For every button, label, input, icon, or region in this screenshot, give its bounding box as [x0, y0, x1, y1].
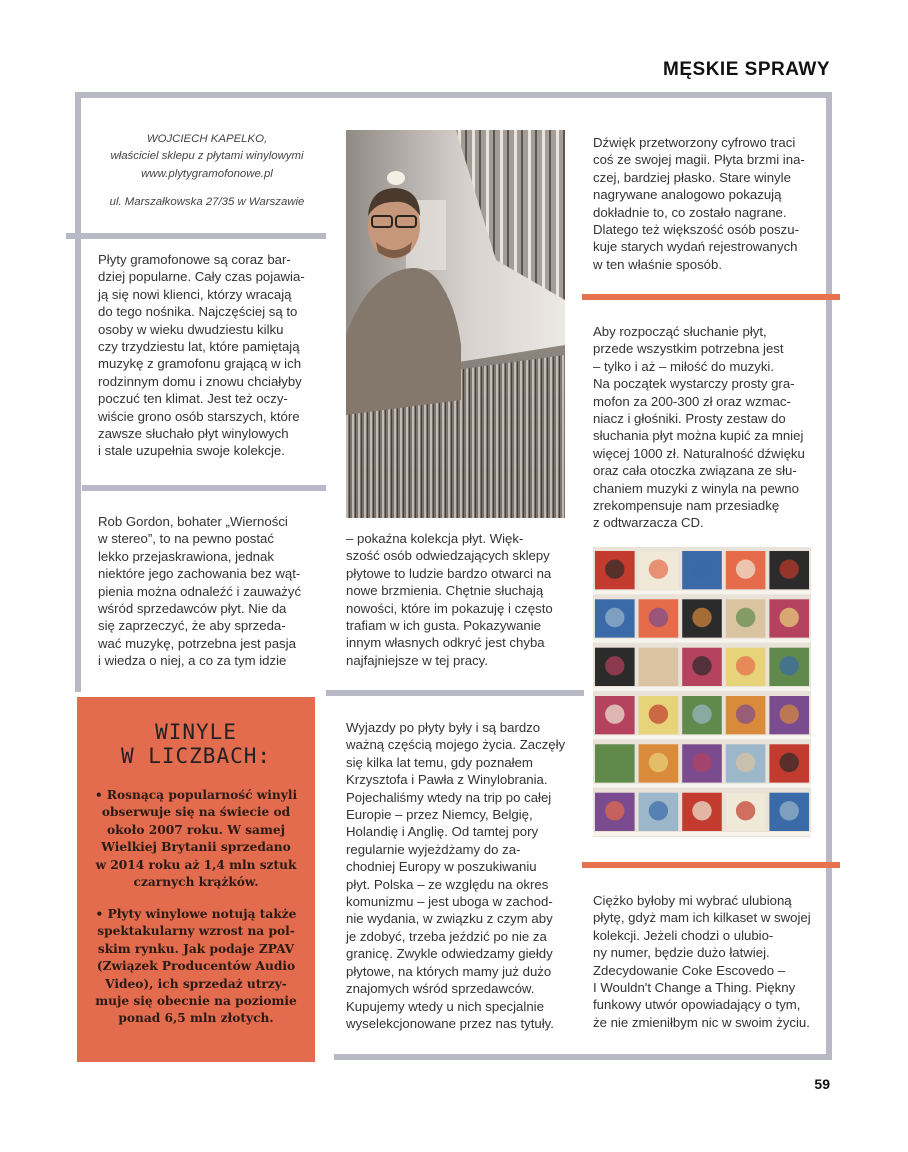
- frame-right-line: [826, 92, 832, 1060]
- infobox-point-1: • Rosnącą popularność winyli obserwuje się na świecie od około 2007 roku. W samej Wielkiej Brytanii sprzedano w 2014 roku aż 1,4 mln sztuk czarnych krążków.: [94, 788, 298, 890]
- text-right-3: Ciężko byłoby mi wybrać ulubioną płytę, gdyż mam ich kilkaset w swojej kolekcji. Jeżeli chodzi o ulubio- ny numer, będzie dużo łatwiej. Zdecydowanie Coke Escovedo – I Wouldn't Change a Thing. Piękny funkowy utwór opowiadający o tym, że nie zmieniłbym nic w swoim życiu.: [593, 893, 811, 1030]
- text-left-2: Rob Gordon, bohater „Wierności w stereo”, to na pewno postać lekko przejaskrawiona, jednak niektóre jego zachowania bez wąt- pienia można odnaleźć i zauważyć wśród sprzedawców płyt. Nie da się zaprzeczyć, że aby sprzeda- wać muzykę, potrzebna jest pasja i wiedza o niej, a co za tym idzie: [98, 514, 302, 669]
- intro-address: ul. Marszałkowska 27/35 w Warszawie: [109, 196, 305, 209]
- text-mid-1: – pokaźna kolekcja płyt. Więk- szość osób odwiedzających sklepy płytowe to ludzie bardzo otwarci na nowe brzmienia. Chętnie słuchają nowości, które im pokazuję i często trafiam w ich gusta. Pokazywanie innym własnych odkryć jest chyba najfajniejsze w tej pracy.: [346, 531, 553, 668]
- text-right-2: Aby rozpocząć słuchanie płyt, przede wszystkim potrzebna jest – tylko i aż – miłość do muzyki. Na początek wystarczy prosty gra- mofon za 200-300 zł oraz wzmac- niacz i głośniki. Prosty zestaw do słuchania płyt można kupić za mniej więcej 1000 zł. Naturalność dźwięku oraz cała otoczka związana ze słu- chaniem muzyki z winyla na pewno zrekompensuje nam przesiadkę z odtwarzacza CD.: [593, 324, 805, 531]
- frame-bottom-line: [334, 1054, 832, 1060]
- infobox-title: WINYLE W LICZBACH:: [120, 720, 272, 768]
- divider-right-bottom: [582, 862, 840, 868]
- divider-middle: [326, 690, 584, 696]
- infobox-vinyl-stats: [77, 697, 315, 1062]
- text-mid-2: Wyjazdy po płyty były i są bardzo ważną częścią mojego życia. Zaczęły się kilka lat temu, gdy poznałem Krzysztofa i Pawła z Winylobrania. Pojechaliśmy wtedy na trip po całej Europie – przez Niemcy, Belgię, Holandię i Anglię. Od tamtej pory regularnie wyjeżdżamy do za- chodniej Europy w poszukiwaniu płyt. Polska – ze względu na okres komunizmu – jest uboga w zachod- nie wydania, w związku z czym aby je zdobyć, trzeba jeździć po nie za granicę. Zwykle odwiedzamy giełdy płytowe, na których mamy już dużo znajomych wśród sprzedawców. Kupujemy wtedy u nich specjalnie wyselekcjonowane przez nas tytuły.: [346, 720, 566, 1031]
- divider-left-mid: [82, 485, 326, 491]
- divider-right-top: [582, 294, 840, 300]
- text-right-1: Dźwięk przetworzony cyfrowo traci coś ze swojej magii. Płyta brzmi ina- czej, bardziej płasko. Stare winyle nagrywane analogowo pokazują dokładnie to, co zostało nagrane. Dlatego też większość osób poszu- kuje starych wydań rejestrowanych w ten właśnie sposób.: [593, 135, 805, 272]
- frame-left-line: [75, 92, 81, 692]
- divider-intro: [66, 233, 326, 239]
- records-wall-photo: [593, 547, 811, 837]
- frame-top-line: [77, 92, 832, 98]
- portrait-photo: [346, 130, 565, 518]
- infobox-point-2: • Płyty winylowe notują także spektakularny wzrost na pol- skim rynku. Jak podaje ZPAV (Związek Producentów Audio Video), ich sprzedaż utrzy- muje się obecnie na poziomie ponad 6,5 mln złotych.: [95, 907, 297, 1026]
- intro-website: www.plytygramofonowe.pl: [141, 167, 273, 180]
- text-left-1: Płyty gramofonowe są coraz bar- dziej popularne. Cały czas pojawia- ją się nowi klienci, którzy wracają do tego nośnika. Najczęściej są to osoby w wieku dwudziestu kilku czy trzydziestu lat, które pamiętają muzykę z gramofonu grającą w ich rodzinnym domu i znowu chciałyby poczuć ten klimat. Jest też oczy- wiście grono osób starszych, które zawsze słuchało płyt winylowych i stale uzupełnia swoje kolekcje.: [98, 252, 305, 459]
- intro-role: właściciel sklepu z płytami winylowymi: [110, 150, 304, 163]
- page-number: 59: [814, 1076, 830, 1092]
- intro-name: WOJCIECH KAPELKO,: [146, 133, 268, 145]
- section-title: MĘSKIE SPRAWY: [663, 59, 830, 80]
- intro-block: [88, 131, 326, 212]
